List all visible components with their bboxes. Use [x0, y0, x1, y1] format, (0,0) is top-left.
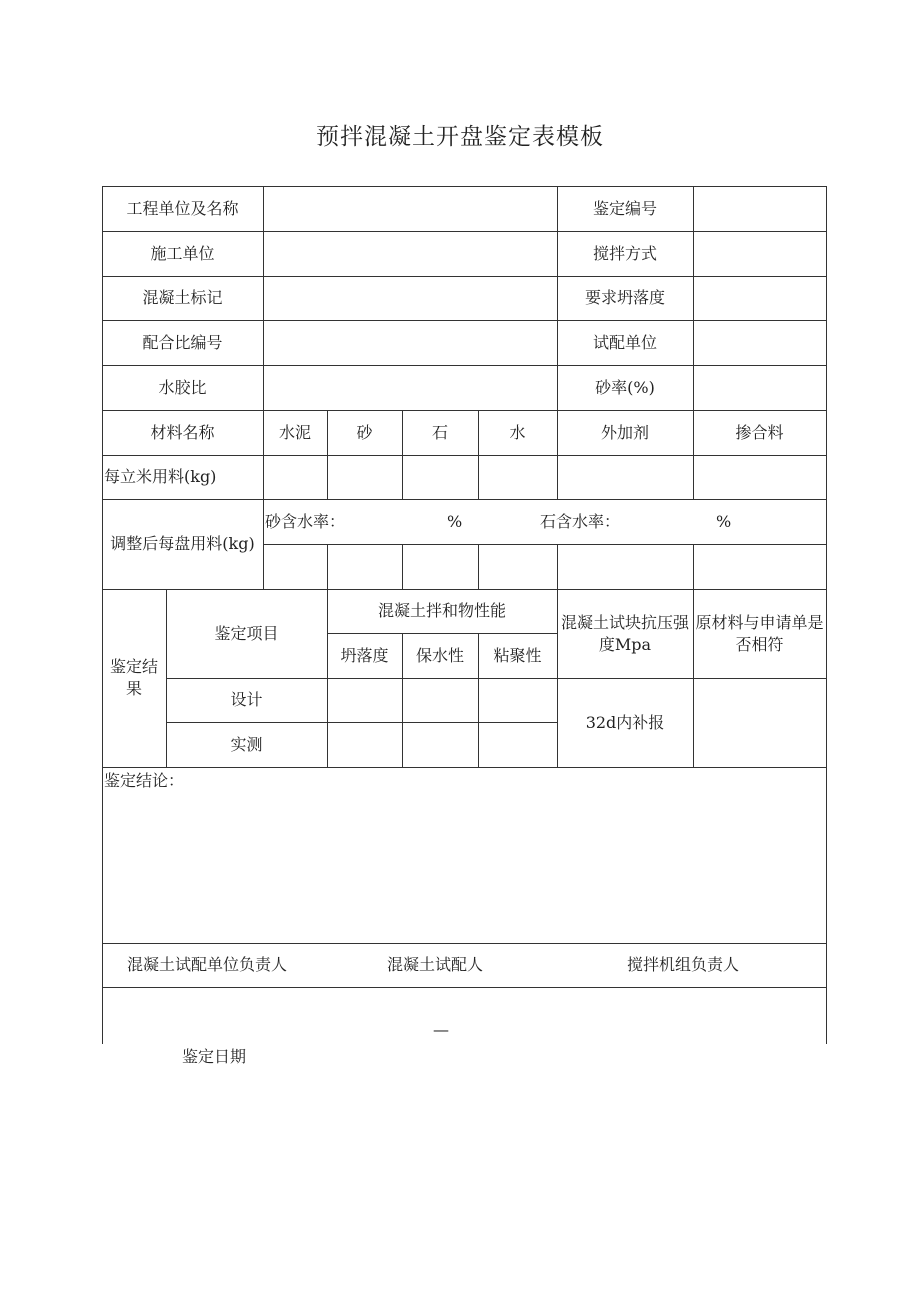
wb-ratio-label: 水胶比 [158, 377, 207, 397]
builder-value[interactable] [263, 231, 557, 276]
mix-no-value[interactable] [263, 320, 557, 365]
cohesion-header: 粘聚性 [493, 645, 542, 665]
project-value[interactable] [263, 186, 557, 231]
stone-moisture-label: 石含水率： [540, 512, 621, 531]
appraisal-date-label: 鉴定日期 [182, 1047, 247, 1066]
trial-unit-label: 试配单位 [592, 332, 657, 352]
material-mineral: 掺合料 [735, 422, 784, 442]
mixing-method-value[interactable] [693, 231, 826, 276]
material-cement: 水泥 [278, 422, 311, 442]
page-title: 预拌混凝土开盘鉴定表模板 [316, 124, 604, 150]
water-retention-header: 保水性 [415, 645, 464, 665]
conclusion-label: 鉴定结论： [104, 771, 185, 790]
per-m3-label: 每立米用料(kg) [104, 467, 217, 486]
wb-ratio-value[interactable] [263, 365, 557, 410]
slump-header: 坍落度 [340, 645, 389, 665]
lab-head-signature: 混凝土试配单位负责人 [127, 955, 288, 974]
appraisal-no-label: 鉴定编号 [592, 198, 657, 218]
supplement-note: 32d内补报 [585, 712, 665, 732]
mixing-method-label: 搅拌方式 [592, 243, 657, 263]
builder-label: 施工单位 [150, 243, 215, 263]
trial-unit-value[interactable] [693, 320, 826, 365]
material-admixture: 外加剂 [600, 422, 649, 442]
sand-ratio-value[interactable] [693, 365, 826, 410]
measured-row-label: 实测 [230, 734, 263, 754]
sand-moisture-unit: % [447, 512, 463, 531]
concrete-mark-value[interactable] [263, 276, 557, 320]
mix-no-label: 配合比编号 [142, 332, 223, 352]
result-item-label: 鉴定项目 [214, 623, 279, 643]
required-slump-label: 要求坍落度 [584, 288, 665, 307]
workability-header: 混凝土拌和物性能 [377, 601, 506, 620]
project-label: 工程单位及名称 [126, 198, 239, 218]
material-water: 水 [509, 422, 526, 442]
stone-moisture-unit: % [716, 512, 732, 531]
materials-label: 材料名称 [150, 422, 215, 442]
appraisal-no-value[interactable] [693, 186, 826, 231]
mixer-signature: 混凝土试配人 [387, 955, 484, 974]
conformity-header: 原材料与申请单是否相符 [695, 612, 824, 654]
concrete-mark-label: 混凝土标记 [142, 288, 223, 307]
signature-dash: — [433, 1020, 449, 1039]
material-stone: 石 [431, 422, 448, 442]
result-label: 鉴定结果 [109, 657, 158, 698]
sand-ratio-label: 砂率(%) [595, 377, 655, 397]
sand-moisture-label: 砂含水率： [265, 512, 346, 531]
design-row-label: 设计 [230, 690, 263, 709]
material-sand: 砂 [356, 422, 373, 442]
strength-header: 混凝土试块抗压强度Mpa [560, 612, 689, 654]
required-slump-value[interactable] [693, 276, 826, 320]
adjusted-label: 调整后每盘用料(kg) [110, 534, 255, 553]
plant-head-signature: 搅拌机组负责人 [627, 955, 740, 974]
